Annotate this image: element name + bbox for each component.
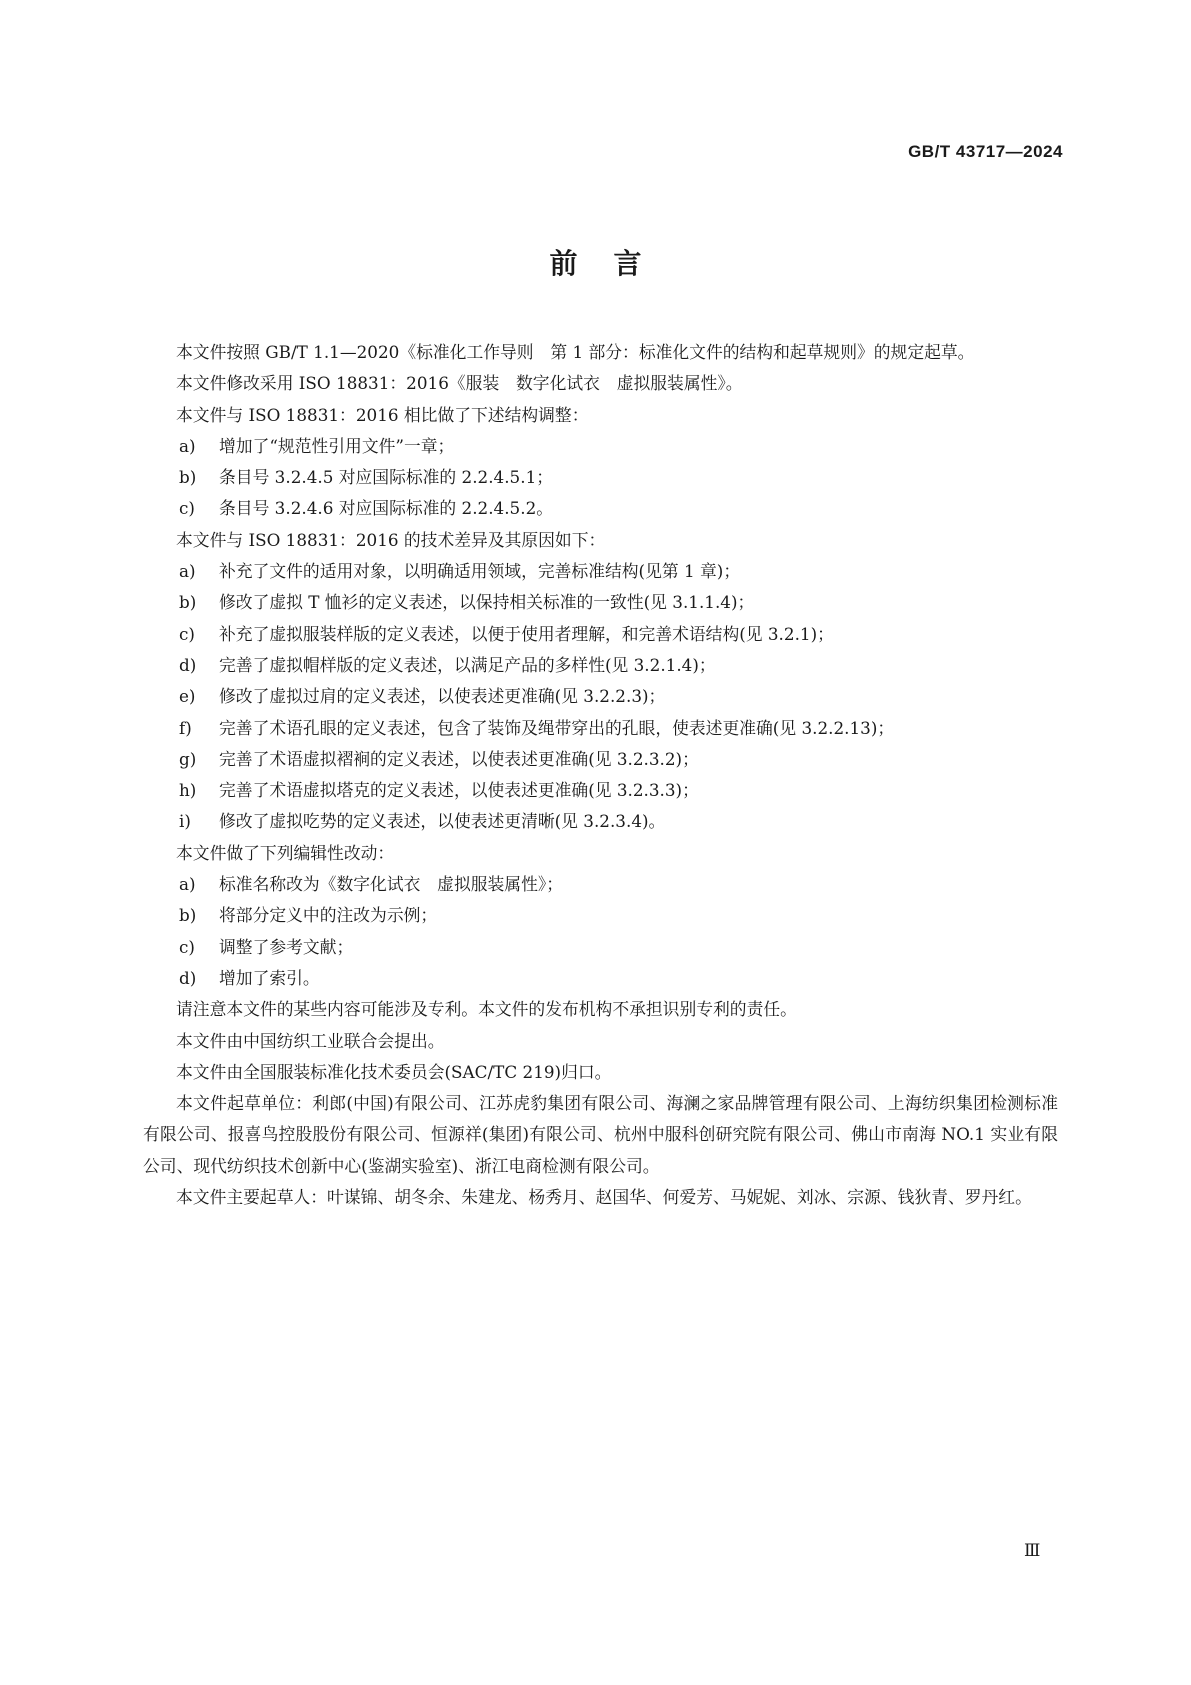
list-item bbox=[143, 713, 1058, 744]
list-item-text: 修改了虚拟吃势的定义表述，以使表述更清晰(见 3.2.3.4)。 bbox=[219, 811, 666, 832]
list-item-label: c) bbox=[179, 936, 195, 957]
list-item-label: b) bbox=[179, 592, 197, 613]
paragraph-drafters: 本文件主要起草人：叶谋锦、胡冬余、朱建龙、杨秀月、赵国华、何爱芳、马妮妮、刘冰、宗源、钱狄青、罗丹红。 bbox=[176, 1187, 1032, 1208]
paragraph-technical-committee: 本文件由全国服装标准化技术委员会(SAC/TC 219)归口。 bbox=[176, 1061, 612, 1082]
list-item-text: 将部分定义中的注改为示例； bbox=[219, 905, 438, 926]
list-item-label: e) bbox=[179, 686, 196, 707]
list-item bbox=[143, 462, 1058, 493]
list-item bbox=[143, 587, 1058, 618]
paragraph-structure-intro: 本文件与 ISO 18831：2016 相比做了下述结构调整： bbox=[176, 404, 589, 425]
list-item-text: 增加了索引。 bbox=[219, 967, 320, 988]
list-item-label: a) bbox=[179, 874, 196, 895]
list-item-text: 调整了参考文献； bbox=[219, 936, 354, 957]
paragraph-differences-intro: 本文件与 ISO 18831：2016 的技术差异及其原因如下： bbox=[176, 529, 606, 550]
page-number: Ⅲ bbox=[1024, 1541, 1040, 1561]
list-item-label: f) bbox=[179, 717, 192, 738]
list-item-text: 补充了文件的适用对象，以明确适用领域，完善标准结构(见第 1 章)； bbox=[219, 561, 741, 582]
list-item bbox=[143, 900, 1058, 931]
standard-code: GB/T 43717—2024 bbox=[908, 142, 1063, 161]
list-item-label: d) bbox=[179, 967, 197, 988]
list-item-label: d) bbox=[179, 654, 197, 675]
list-item-label: c) bbox=[179, 498, 195, 519]
list-item bbox=[143, 963, 1058, 994]
list-item-label: b) bbox=[179, 467, 197, 488]
list-item-text: 完善了术语孔眼的定义表述，包含了装饰及绳带穿出的孔眼，使表述更准确(见 3.2.2.13)； bbox=[219, 717, 895, 738]
list-item-text: 标准名称改为《数字化试衣 虚拟服装属性》； bbox=[219, 874, 564, 895]
list-item bbox=[143, 493, 1058, 524]
list-item bbox=[143, 932, 1058, 963]
paragraph-drafting-rules: 本文件按照 GB/T 1.1—2020《标准化工作导则 第 1 部分：标准化文件的结构和起草规则》的规定起草。 bbox=[176, 342, 975, 362]
paragraph-editorial-intro: 本文件做了下列编辑性改动： bbox=[176, 842, 395, 863]
page-title: 前言 bbox=[549, 247, 678, 280]
list-item-label: c) bbox=[179, 623, 195, 644]
list-item bbox=[143, 806, 1058, 837]
list-item-label: g) bbox=[179, 748, 197, 769]
list-item-label: a) bbox=[179, 435, 196, 456]
list-item bbox=[143, 431, 1058, 462]
list-item-text: 条目号 3.2.4.6 对应国际标准的 2.2.4.5.2。 bbox=[219, 498, 554, 519]
list-item-label: h) bbox=[179, 780, 197, 801]
paragraph-proposer: 本文件由中国纺织工业联合会提出。 bbox=[176, 1030, 445, 1051]
list-item-text: 补充了虚拟服装样版的定义表述，以便于使用者理解，和完善术语结构(见 3.2.1)； bbox=[219, 623, 834, 644]
list-item bbox=[143, 681, 1058, 712]
list-item bbox=[143, 619, 1058, 650]
list-item-text: 修改了虚拟 T 恤衫的定义表述，以保持相关标准的一致性(见 3.1.1.4)； bbox=[219, 592, 755, 613]
list-item-label: b) bbox=[179, 905, 197, 926]
list-item-text: 修改了虚拟过肩的定义表述，以使表述更准确(见 3.2.2.3)； bbox=[219, 686, 666, 707]
list-item-text: 完善了术语虚拟塔克的定义表述，以使表述更准确(见 3.2.3.3)； bbox=[219, 780, 699, 801]
list-item-text: 完善了术语虚拟褶裥的定义表述，以使表述更准确(见 3.2.3.2)； bbox=[219, 748, 699, 769]
list-item-text: 完善了虚拟帽样版的定义表述，以满足产品的多样性(见 3.2.1.4)； bbox=[219, 654, 716, 675]
paragraph-adoption: 本文件修改采用 ISO 18831：2016《服装 数字化试衣 虚拟服装属性》。 bbox=[176, 373, 743, 394]
paragraph-patent-notice: 请注意本文件的某些内容可能涉及专利。本文件的发布机构不承担识别专利的责任。 bbox=[176, 999, 797, 1020]
list-item bbox=[143, 556, 1058, 587]
list-item bbox=[143, 869, 1058, 900]
list-item-label: a) bbox=[179, 561, 196, 582]
paragraph-drafting-units: 本文件起草单位：利郎(中国)有限公司、江苏虎豹集团有限公司、海澜之家品牌管理有限公司、上海纺织集团检测标准有限公司、报喜鸟控股股份有限公司、恒源祥(集团)有限公司、杭州中服科创研究院有限公司、佛山市南海 NO.1 实业有限公司、现代纺织技术创新中心(鉴湖实验室)、浙江电商检测有限公司。 bbox=[143, 1093, 1058, 1176]
list-item bbox=[143, 650, 1058, 681]
list-item-text: 条目号 3.2.4.5 对应国际标准的 2.2.4.5.1； bbox=[219, 467, 554, 488]
list-item-label: i) bbox=[179, 811, 191, 832]
document-body bbox=[143, 337, 1058, 1213]
list-item bbox=[143, 744, 1058, 775]
list-item bbox=[143, 775, 1058, 806]
list-item-text: 增加了“规范性引用文件”一章； bbox=[219, 435, 455, 456]
